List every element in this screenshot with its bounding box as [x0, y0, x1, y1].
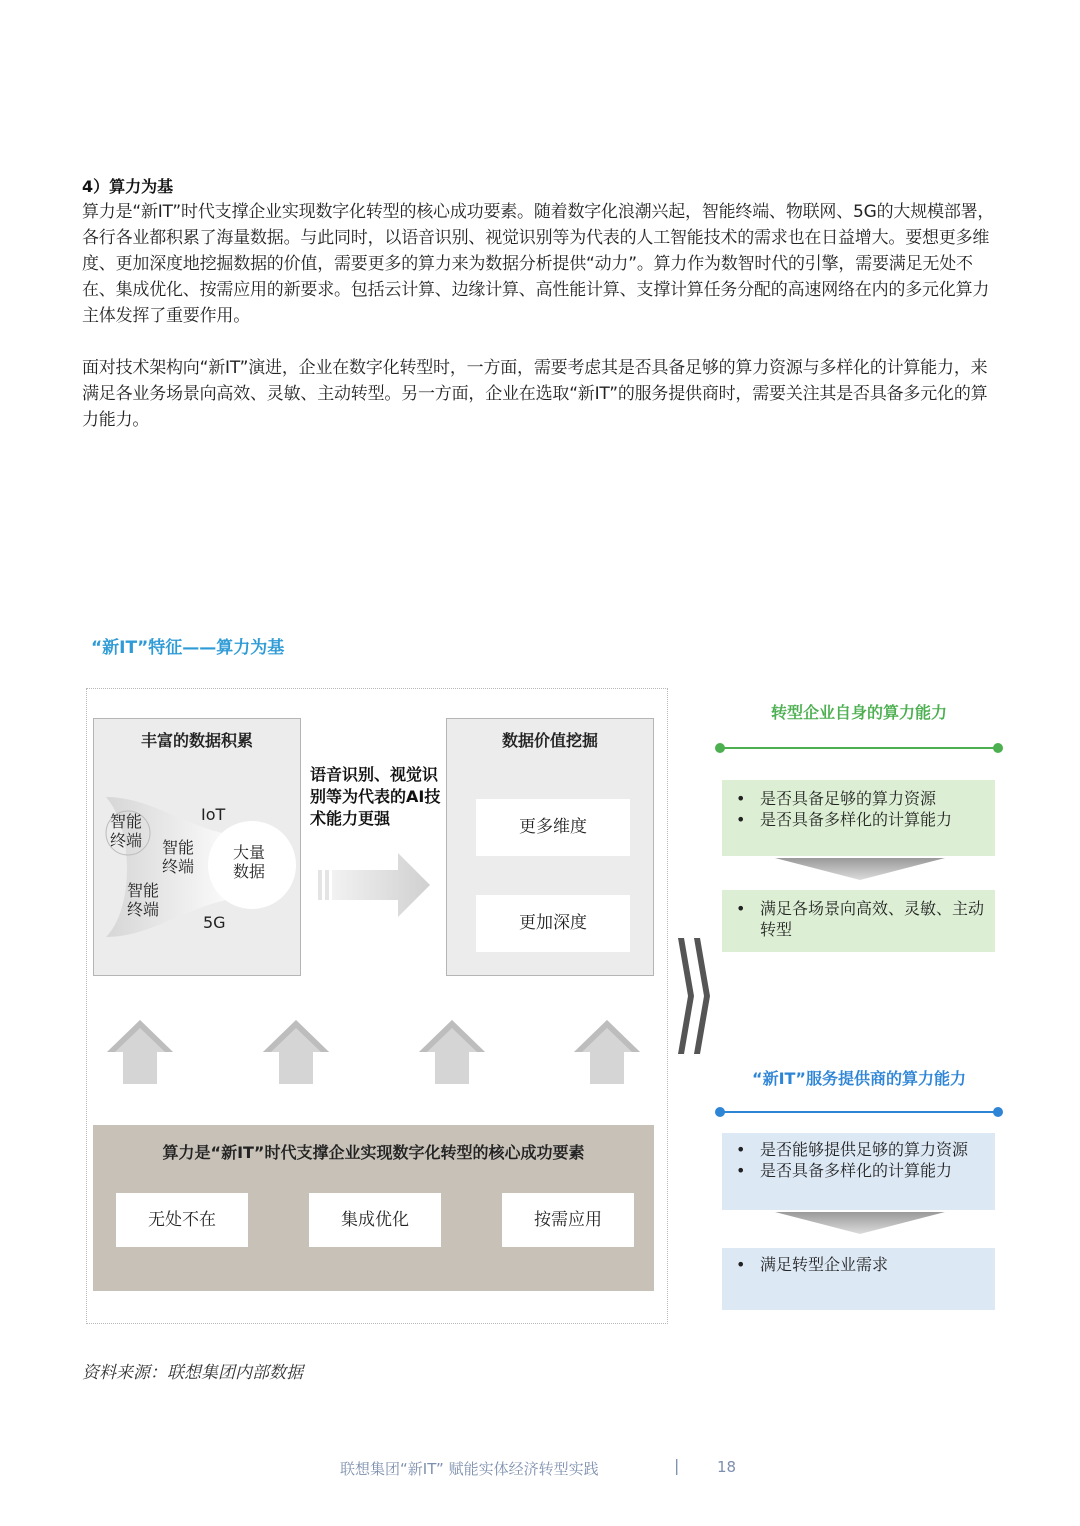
more-depth-card: 更加深度 [476, 895, 630, 952]
on-demand-card: 按需应用 [502, 1193, 634, 1247]
paragraph: 面对技术架构向“新IT”演进，企业在数字化转型时，一方面，需要考虑其是否具备足够的算力资源与多样化的计算能力，来满足各业务场景向高效、灵敏、主动转型。另一方面，企业在选取“新IT”的服务提供商时，需要关注其是否具备多元化的算力能力。 [82, 358, 988, 430]
page-number: 18 [717, 1458, 737, 1476]
down-triangle-icon [775, 858, 945, 880]
source-note: 资料来源：联想集团内部数据 [82, 1363, 303, 1383]
up-arrow-icon [261, 1018, 331, 1086]
section-heading: 4）算力为基 [82, 177, 174, 196]
more-dimensions-card: 更多维度 [476, 799, 630, 856]
list-item: • 是否具备多样化的计算能力 [736, 1161, 953, 1180]
up-arrow-icon [417, 1018, 487, 1086]
core-factor-title: 算力是“新IT”时代支撑企业实现数字化转型的核心成功要素 [162, 1143, 585, 1162]
paragraph: 算力是“新IT”时代支撑企业实现数字化转型的核心成功要素。随着数字化浪潮兴起，智能终端、物联网、5G的大规模部署，各行各业都积累了海量数据。与此同时，以语音识别、视觉识别等为代表的人工智能技术的需求也在日益增大。要想更多维度、更加深度地挖掘数据的价值，需要更多的算力来为数据分析提供“动力”。算力作为数智时代的引擎，需要满足无处不在、集成优化、按需应用的新要求。包括云计算、边缘计算、高性能计算、支撑计算任务分配的高速网络在内的多元化算力主体发挥了重要作用。 [82, 202, 995, 326]
blue-divider [714, 1105, 1004, 1119]
footer-title: 联想集团“新IT” 赋能实体经济转型实践 [340, 1460, 599, 1478]
list-item: • 是否具备多样化的计算能力 [736, 810, 953, 829]
right-arrow-icon [316, 850, 434, 920]
provider-requirements-box [722, 1133, 995, 1210]
label-smart-terminal: 智能 终端 [110, 812, 143, 850]
label-5g: 5G [203, 913, 226, 932]
label-big-data: 大量 数据 [233, 843, 266, 881]
data-box-title: 丰富的数据积累 [140, 731, 253, 750]
label-smart-terminal: 智能 终端 [162, 838, 195, 876]
footer-separator: | [674, 1456, 680, 1475]
integrated-card: 集成优化 [309, 1193, 441, 1247]
label-iot: IoT [201, 805, 226, 824]
green-divider [714, 741, 1004, 755]
mining-box-title: 数据价值挖掘 [501, 731, 598, 750]
figure-title: “新IT”特征——算力为基 [91, 638, 285, 658]
up-arrow-icon [105, 1018, 175, 1086]
enterprise-capability-title: 转型企业自身的算力能力 [770, 703, 947, 722]
provider-capability-title: “新IT”服务提供商的算力能力 [752, 1069, 966, 1088]
ai-capability-text: 语音识别、视觉识别等为代表的AI技术能力更强 [310, 765, 441, 828]
up-arrow-icon [572, 1018, 642, 1086]
label-smart-terminal: 智能 终端 [127, 881, 160, 919]
enterprise-outcome-box [722, 890, 995, 952]
list-item: • 是否具备足够的算力资源 [736, 789, 937, 808]
enterprise-requirements-box [722, 780, 995, 856]
ubiquitous-card: 无处不在 [116, 1193, 248, 1247]
provider-outcome-box [722, 1248, 995, 1310]
list-item: • 满足各场景向高效、灵敏、主动转型 [736, 899, 985, 939]
list-item: • 是否能够提供足够的算力资源 [736, 1140, 969, 1159]
down-triangle-icon [775, 1212, 945, 1234]
double-chevron-icon [674, 936, 714, 1056]
list-item: • 满足转型企业需求 [736, 1255, 889, 1274]
